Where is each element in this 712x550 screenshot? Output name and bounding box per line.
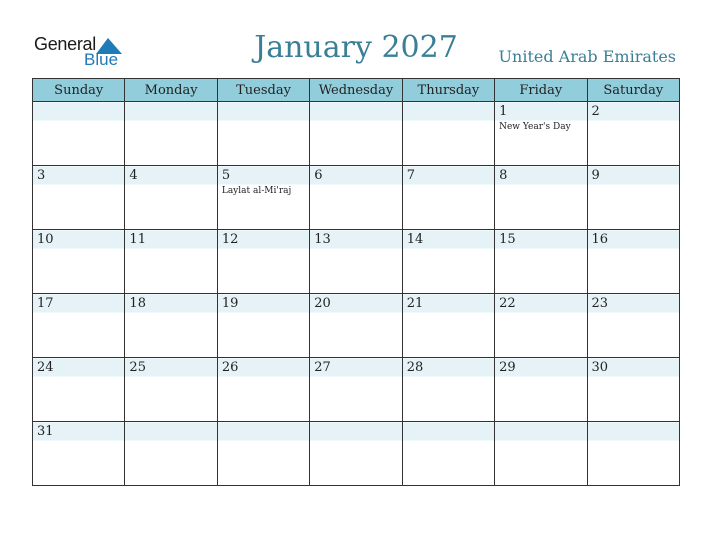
day-cell	[217, 230, 309, 294]
day-cell	[217, 166, 309, 230]
day-cell	[495, 358, 587, 422]
day-cell	[125, 358, 217, 422]
day-number: 10	[37, 232, 54, 247]
day-cell	[33, 358, 125, 422]
day-cell	[587, 102, 679, 166]
day-number: 2	[591, 104, 600, 119]
day-number: 21	[406, 296, 424, 311]
day-number: 12	[221, 232, 239, 247]
day-cell	[33, 230, 125, 294]
day-number: 18	[129, 296, 146, 311]
day-number: 9	[591, 168, 600, 183]
week-row	[33, 166, 680, 230]
weekday-thursday: Thursday	[402, 79, 494, 102]
day-number: 29	[499, 360, 516, 375]
day-number: 6	[314, 168, 323, 183]
day-number: 3	[37, 168, 46, 183]
weekday-tuesday: Tuesday	[217, 79, 309, 102]
day-cell	[125, 230, 217, 294]
day-number	[310, 102, 401, 120]
day-number: 20	[314, 296, 331, 311]
day-cell	[495, 294, 587, 358]
weekday-header-row	[33, 79, 680, 102]
weekday-sunday: Sunday	[33, 79, 125, 102]
day-number	[403, 422, 494, 440]
day-cell	[402, 102, 494, 166]
weekday-saturday: Saturday	[587, 79, 679, 102]
day-cell	[217, 422, 309, 486]
day-number	[588, 422, 679, 440]
day-cell	[217, 102, 309, 166]
day-cell	[33, 422, 125, 486]
day-number: 14	[406, 232, 424, 247]
day-cell	[310, 294, 402, 358]
day-number: 15	[499, 232, 516, 247]
day-cell	[402, 294, 494, 358]
day-number: 11	[129, 232, 146, 247]
day-cell	[587, 166, 679, 230]
day-number: 1	[499, 104, 508, 119]
day-number: 7	[406, 168, 415, 183]
logo-text-general: General	[34, 34, 96, 54]
day-cell	[495, 422, 587, 486]
day-cell	[125, 166, 217, 230]
day-number: 13	[314, 232, 331, 247]
day-cell	[310, 166, 402, 230]
weekday-friday: Friday	[495, 79, 587, 102]
day-number	[310, 422, 401, 440]
day-cell	[310, 230, 402, 294]
day-cell	[310, 358, 402, 422]
day-cell	[125, 102, 217, 166]
day-cell	[495, 102, 587, 166]
day-number: 26	[221, 360, 239, 375]
day-cell	[125, 422, 217, 486]
day-number: 25	[129, 360, 146, 375]
day-number	[495, 422, 586, 440]
day-cell	[217, 294, 309, 358]
day-cell	[402, 422, 494, 486]
day-number: 27	[314, 360, 331, 375]
holiday-label: Laylat al-Mi'raj	[221, 186, 292, 196]
day-cell	[587, 422, 679, 486]
day-number	[125, 102, 216, 120]
day-number: 5	[221, 168, 231, 183]
holiday-label: New Year's Day	[499, 122, 571, 132]
day-cell	[125, 294, 217, 358]
week-row	[33, 294, 680, 358]
day-number: 23	[591, 296, 609, 311]
day-number: 17	[37, 296, 54, 311]
weekday-wednesday: Wednesday	[310, 79, 402, 102]
day-number: 31	[37, 424, 54, 439]
day-cell	[33, 166, 125, 230]
day-cell	[587, 230, 679, 294]
day-cell	[33, 102, 125, 166]
day-cell	[587, 358, 679, 422]
day-cell	[33, 294, 125, 358]
day-number: 4	[129, 168, 138, 183]
day-cell	[495, 166, 587, 230]
day-number	[218, 422, 309, 440]
day-cell	[217, 358, 309, 422]
day-cell	[495, 230, 587, 294]
day-cell	[402, 166, 494, 230]
week-row	[33, 230, 680, 294]
day-number	[33, 102, 124, 120]
day-number: 8	[499, 168, 508, 183]
weekday-monday: Monday	[125, 79, 217, 102]
day-cell	[310, 102, 402, 166]
day-cell	[402, 230, 494, 294]
day-number: 24	[37, 360, 54, 375]
day-number	[403, 102, 494, 120]
day-number: 22	[499, 296, 516, 311]
day-cell	[402, 358, 494, 422]
calendar-grid	[32, 78, 680, 486]
week-row	[33, 102, 680, 166]
week-row	[33, 422, 680, 486]
week-row	[33, 358, 680, 422]
logo-text-blue: Blue	[84, 50, 119, 69]
calendar-title: January 2027	[254, 30, 458, 65]
day-number: 30	[591, 360, 609, 375]
day-number: 16	[591, 232, 609, 247]
day-number: 28	[406, 360, 424, 375]
day-number	[218, 102, 309, 120]
country-label: United Arab Emirates	[498, 47, 676, 66]
day-number	[125, 422, 216, 440]
day-cell	[310, 422, 402, 486]
day-number: 19	[221, 296, 239, 311]
day-cell	[587, 294, 679, 358]
